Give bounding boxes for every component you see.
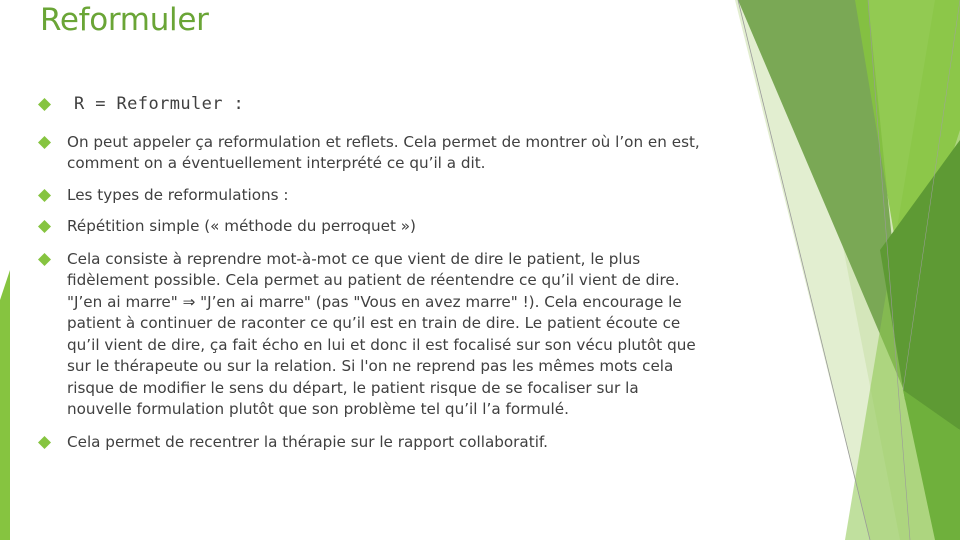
diamond-bullet-icon (38, 189, 51, 202)
bullet-text: Répétition simple (« méthode du perroquet ») (67, 217, 416, 235)
bullet-text: Les types de reformulations : (67, 185, 289, 204)
bullet-text: Cela permet de recentrer la thérapie sur le rapport collaboratif. (67, 432, 548, 451)
bullet-item (38, 249, 708, 421)
bullet-text: R = Reformuler : (74, 94, 245, 114)
slide-title: Reformuler (40, 2, 209, 38)
bullet-text: Cela consiste à reprendre mot-à-mot ce que vient de dire le patient, le plus fidèlement possible. Cela permet au patient de réentendre ce qu’il vient de dire. "J’en ai marre" ⇒ "J’en ai marre" (pas "Vous en avez marre" !). Cela encourage le patient à continuer de raconter ce qu’il est en train de dire. Le patient écoute ce qu’il vient de dire, ça fait écho en lui et donc il est focalisé sur son vécu plutôt que sur le thérapeute ou sur la relation. Si l'on ne reprend pas les mêmes mots cela risque de modifier le sens du départ, le patient risque de se focaliser sur la nouvelle formulation plutôt que son problème tel qu’il l’a formulé. (67, 249, 696, 418)
bullet-item (38, 216, 708, 238)
diamond-bullet-icon (38, 253, 51, 266)
bullet-list (38, 94, 708, 453)
bullet-item (38, 185, 708, 207)
bullet-item (38, 132, 708, 175)
bullet-item (38, 432, 708, 454)
diamond-bullet-icon (38, 436, 51, 449)
diamond-bullet-icon (38, 136, 51, 149)
diamond-bullet-icon (38, 220, 51, 233)
facet-left-accent (0, 270, 10, 540)
diamond-bullet-icon (38, 98, 51, 111)
bullet-text: On peut appeler ça reformulation et reflets. Cela permet de montrer où l’on en est, comment on a éventuellement interprété ce qu’il a dit. (67, 132, 700, 172)
bullet-item (38, 94, 708, 116)
